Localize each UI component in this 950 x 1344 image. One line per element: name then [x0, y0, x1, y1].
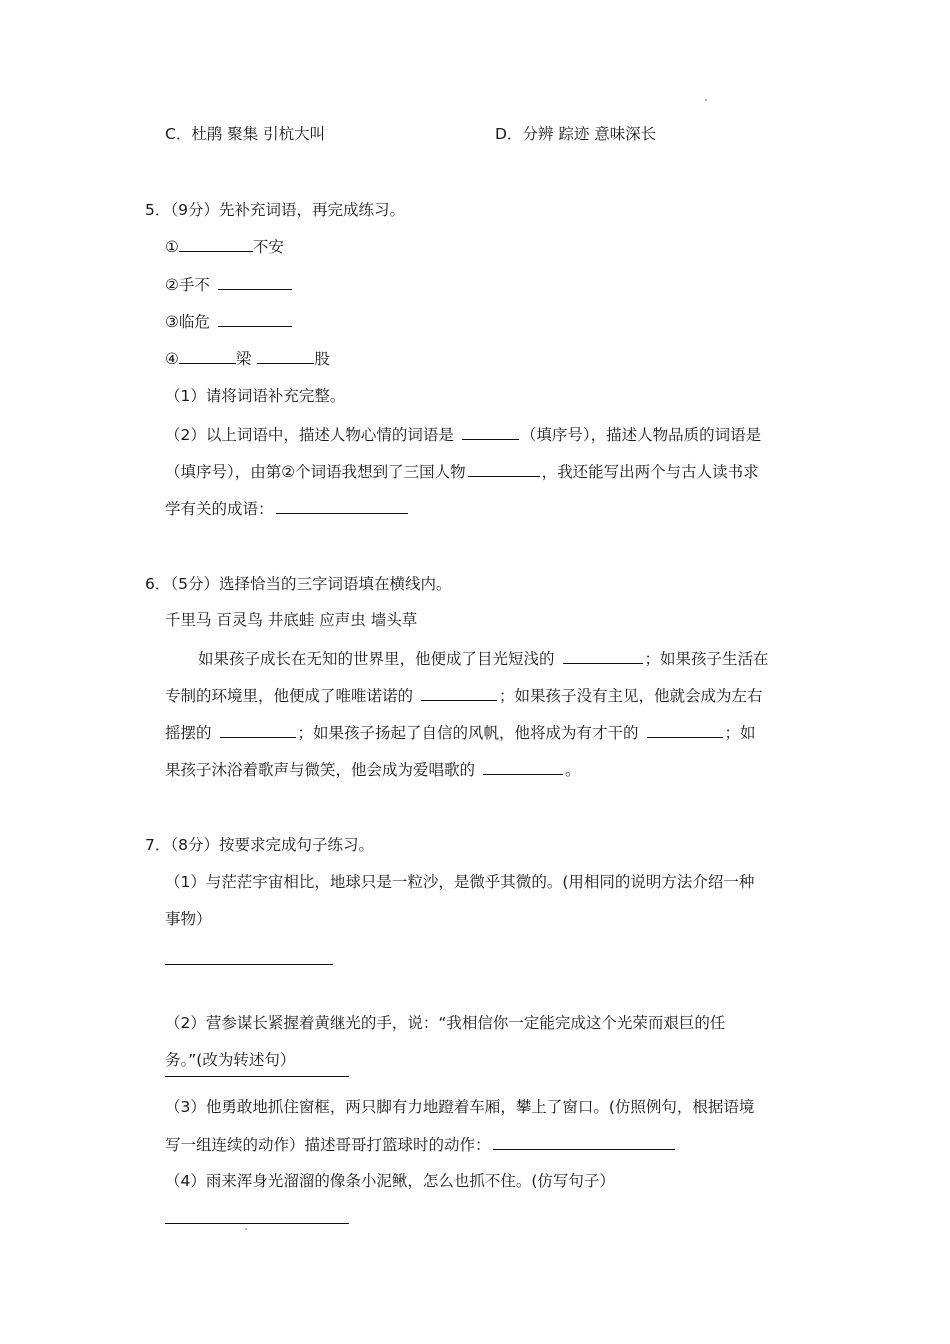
para-text: ；如果孩子没有主见，他就会成为左右: [499, 687, 763, 705]
para-text: 如果孩子成长在无知的世界里，他便成了目光短浅的: [198, 650, 555, 668]
question-6-header: 6．（5分）选择恰当的三字词语填在横线内。: [145, 575, 452, 593]
item-1-prefix: ①: [165, 238, 179, 256]
sub2-text-b: （填序号），描述人物品质的词语是: [520, 426, 762, 444]
fill-blank[interactable]: [257, 348, 314, 364]
q7-sub-3-line-1: （3）他勇敢地抓住窗框，两只脚有力地蹬着车厢，攀上了窗口。(仿照例句，根据语境: [165, 1098, 755, 1116]
q5-sub-2-line-1: [165, 424, 761, 445]
fill-blank[interactable]: [179, 236, 253, 252]
q7-sub-1-line-2: 事物）: [165, 910, 212, 928]
fill-blank[interactable]: [563, 648, 643, 664]
item-4-suffix: 股: [314, 350, 330, 368]
q6-para-line-4: [165, 759, 581, 780]
fill-blank[interactable]: [218, 274, 292, 290]
fill-blank[interactable]: [483, 759, 563, 775]
item-2-prefix: ②手不: [165, 276, 210, 294]
fill-blank[interactable]: [647, 722, 723, 738]
item-4-mid: 梁: [235, 350, 252, 368]
item-4-prefix: ④: [165, 350, 179, 368]
fill-blank[interactable]: [462, 424, 519, 440]
fill-blank[interactable]: [179, 348, 236, 364]
speck-mark: [245, 1228, 247, 1230]
question-7-header: 7．（8分）按要求完成句子练习。: [145, 836, 374, 854]
q5-item-4: [165, 348, 330, 369]
answer-line[interactable]: [165, 1075, 349, 1077]
q7-sub-4: （4）雨来浑身光溜溜的像条小泥鳅，怎么也抓不住。(仿写句子）: [165, 1172, 615, 1190]
para-text: ；如果孩子扬起了自信的风帆，他将成为有才干的: [297, 724, 639, 742]
q7-sub-2-line-1: （2）营参谋长紧握着黄继光的手，说：“我相信你一定能完成这个光荣而艰巨的任: [165, 1014, 726, 1032]
q6-para-line-1: [198, 648, 769, 669]
sub2-text-e: 学有关的成语：: [165, 500, 274, 518]
option-d: D．分辨 踪迹 意味深长: [495, 125, 657, 143]
sub2-text-c: （填序号），由第②个词语我想到了三国人物: [165, 463, 466, 481]
question-5-header: 5．（9分）先补充词语，再完成练习。: [145, 201, 405, 219]
q7-sub-2-line-2: 务。”(改为转述句）: [165, 1051, 296, 1069]
fill-blank[interactable]: [493, 1134, 675, 1150]
para-text: ；如: [724, 724, 756, 742]
fill-blank[interactable]: [468, 461, 540, 477]
q6-para-line-2: [165, 685, 763, 706]
para-text: ；如果孩子生活在: [644, 650, 769, 668]
para-text: 。: [565, 761, 581, 779]
speck-mark: [705, 99, 707, 101]
para-text: 果孩子沐浴着歌声与微笑，他会成为爱唱歌的: [165, 761, 476, 779]
fill-blank[interactable]: [220, 722, 296, 738]
q7-sub-3-line-2: [165, 1134, 677, 1155]
sub3-text: 写一组连续的动作）描述哥哥打篮球时的动作：: [165, 1136, 491, 1154]
q7-sub-1-line-1: （1）与茫茫宇宙相比，地球只是一粒沙，是微乎其微的。(用相同的说明方法介绍一种: [165, 873, 755, 891]
item-1-suffix: 不安: [252, 238, 284, 256]
item-3-prefix: ③临危: [165, 313, 210, 331]
fill-blank[interactable]: [276, 498, 408, 514]
fill-blank[interactable]: [421, 685, 497, 701]
sub2-text-a: （2）以上词语中，描述人物心情的词语是: [165, 426, 454, 444]
para-text: 摇摆的: [165, 724, 212, 742]
q6-para-line-3: [165, 722, 756, 743]
q5-sub-1: （1）请将词语补充完整。: [165, 387, 346, 405]
q5-sub-2-line-2: [165, 461, 759, 482]
q6-word-bank: 千里马 百灵鸟 井底蛙 应声虫 墙头草: [165, 611, 418, 629]
q5-sub-2-line-3: [165, 498, 410, 519]
sub2-text-d: ，我还能写出两个与古人读书求: [541, 463, 759, 481]
q5-item-3: [165, 311, 294, 332]
option-c: C．杜鹃 聚集 引杭大叫: [165, 125, 326, 143]
q5-item-2: [165, 274, 294, 295]
q5-item-1: [165, 236, 284, 257]
answer-line[interactable]: [165, 1222, 349, 1224]
para-text: 专制的环境里，他便成了唯唯诺诺的: [165, 687, 414, 705]
fill-blank[interactable]: [218, 311, 292, 327]
answer-line[interactable]: [165, 963, 333, 965]
